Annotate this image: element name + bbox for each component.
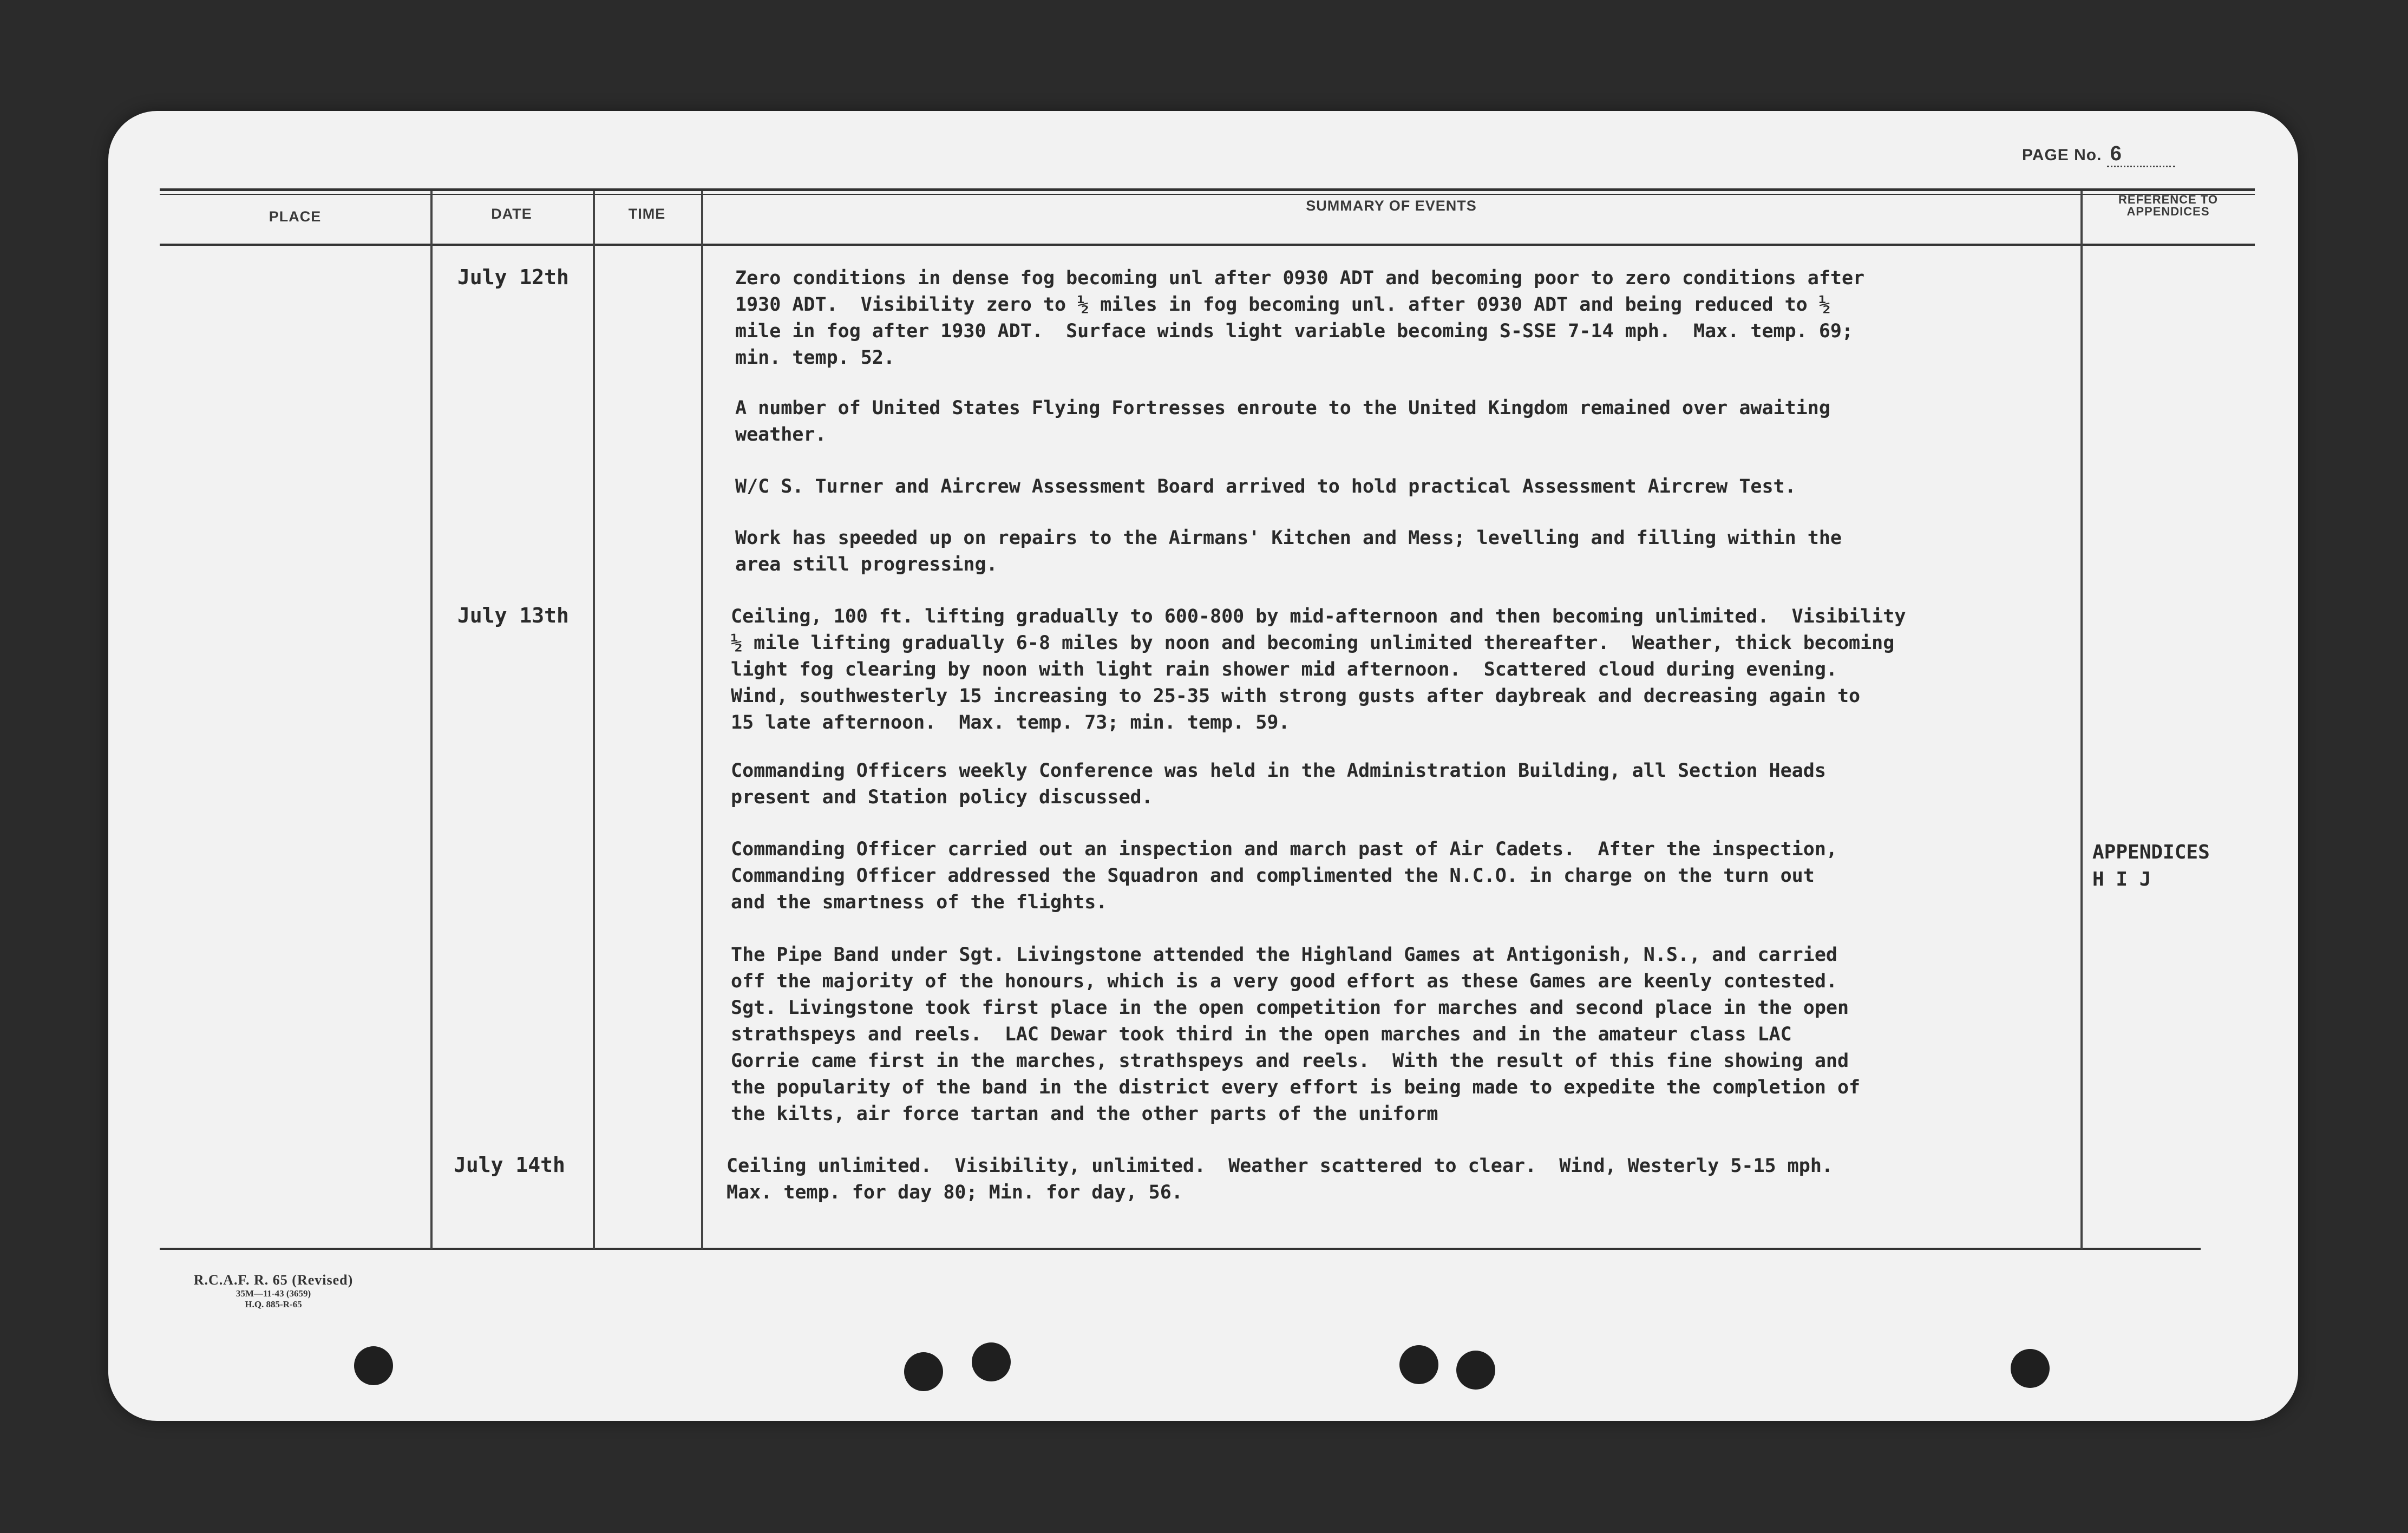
entry-air-cadets-inspection: Commanding Officer carried out an inspection and march past of Air Cadets. After the inspection, Commanding Officer addressed the Squadron and complimented the N.C.O. in charge on the turn out and the smartness of the flights. — [731, 838, 1837, 913]
column-header-date: DATE — [491, 206, 532, 222]
entry-pipe-band: The Pipe Band under Sgt. Livingstone attended the Highland Games at Antigonish, N.S., and carried off the majority of the honours, which is a very good effort as these Games are keenly contested. Sgt. Livingstone took first place in the open competition for marches and second place in the open strathspeys and reels. LAC Dewar took third in the open marches and in the amateur class LAC Gorrie came first in the marches, strathspeys and reels. With the result of this fine showing and the popularity of the band in the district every effort is being made to expedite the completion of the kilts, air force tartan and the other parts of the uniform — [731, 944, 1861, 1125]
column-divider-summary — [2080, 191, 2083, 1249]
form-number-line3: H.Q. 885-R-65 — [245, 1299, 302, 1309]
appendices-label: APPENDICES — [2092, 841, 2210, 863]
header-top-rule — [160, 188, 2255, 191]
column-header-summary: SUMMARY OF EVENTS — [1306, 198, 1477, 214]
column-divider-date — [593, 191, 595, 1249]
entry-aircrew-assessment: W/C S. Turner and Aircrew Assessment Board arrived to hold practical Assessment Aircrew Test. — [735, 476, 1796, 497]
appendices-reference — [2092, 839, 2210, 893]
column-header-place: PLACE — [269, 208, 322, 225]
punch-hole — [972, 1342, 1011, 1381]
footer-rule — [160, 1248, 2201, 1250]
column-divider-time — [701, 191, 703, 1249]
date-july-13: July 13th — [457, 604, 569, 627]
diary-page — [108, 111, 2298, 1421]
entry-flying-fortresses: A number of United States Flying Fortresses enroute to the United Kingdom remained over awaiting weather. — [735, 397, 1830, 446]
page-number-label — [2022, 142, 2175, 167]
header-top-rule-thin — [160, 194, 2255, 195]
date-july-14: July 14th — [454, 1153, 565, 1177]
date-july-12: July 12th — [457, 265, 569, 289]
appendices-letters: H I J — [2092, 868, 2151, 890]
punch-hole — [354, 1346, 393, 1385]
punch-hole — [1399, 1345, 1438, 1384]
entry-kitchen-repairs: Work has speeded up on repairs to the Airmans' Kitchen and Mess; levelling and filling within the area still progressing. — [735, 527, 1842, 575]
punch-hole — [1456, 1351, 1495, 1390]
entry-commanding-officers-conference: Commanding Officers weekly Conference was held in the Administration Building, all Section Heads present and Station policy discussed. — [731, 760, 1826, 808]
entry-weather-july-12: Zero conditions in dense fog becoming unl after 0930 ADT and becoming poor to zero conditions after 1930 ADT. Visibility zero to ½ miles in fog becoming unl. after 0930 ADT and being reduced to ½ mile in fog after 1930 ADT. Surface winds light variable becoming S-SSE 7-14 mph. Max. temp. 69; min. temp. 52. — [735, 267, 1865, 369]
header-bottom-rule — [160, 244, 2255, 246]
punch-hole — [2011, 1349, 2050, 1388]
column-header-reference-line2: APPENDICES — [2126, 205, 2210, 218]
column-header-reference-line1: REFERENCE TO — [2118, 193, 2218, 206]
column-divider-place — [430, 191, 433, 1249]
punch-hole — [904, 1352, 943, 1391]
form-number-line1: R.C.A.F. R. 65 (Revised) — [193, 1272, 354, 1288]
entry-weather-july-14: Ceiling unlimited. Visibility, unlimited. Weather scattered to clear. Wind, Westerly 5-15 mph. Max. temp. for day 80; Min. for day, 56. — [727, 1155, 1833, 1203]
form-number-line2: 35M—11-43 (3659) — [235, 1288, 311, 1299]
column-header-reference — [2084, 194, 2252, 218]
entry-weather-july-13: Ceiling, 100 ft. lifting gradually to 600-800 by mid-afternoon and then becoming unlimited. Visibility ½ mile lifting gradually 6-8 miles by noon and becoming unlimited thereafter. Weather, thick becoming light fog clearing by noon with light rain shower mid afternoon. Scattered cloud during evening. Wind, southwesterly 15 increasing to 25-35 with strong gusts after daybreak and decreasing again to 15 late afternoon. Max. temp. 73; min. temp. 59. — [731, 606, 1906, 733]
page-number: 6 — [2107, 142, 2175, 167]
column-header-time: TIME — [628, 206, 666, 222]
form-number — [162, 1272, 384, 1310]
page-label-text: PAGE No. — [2022, 146, 2102, 164]
